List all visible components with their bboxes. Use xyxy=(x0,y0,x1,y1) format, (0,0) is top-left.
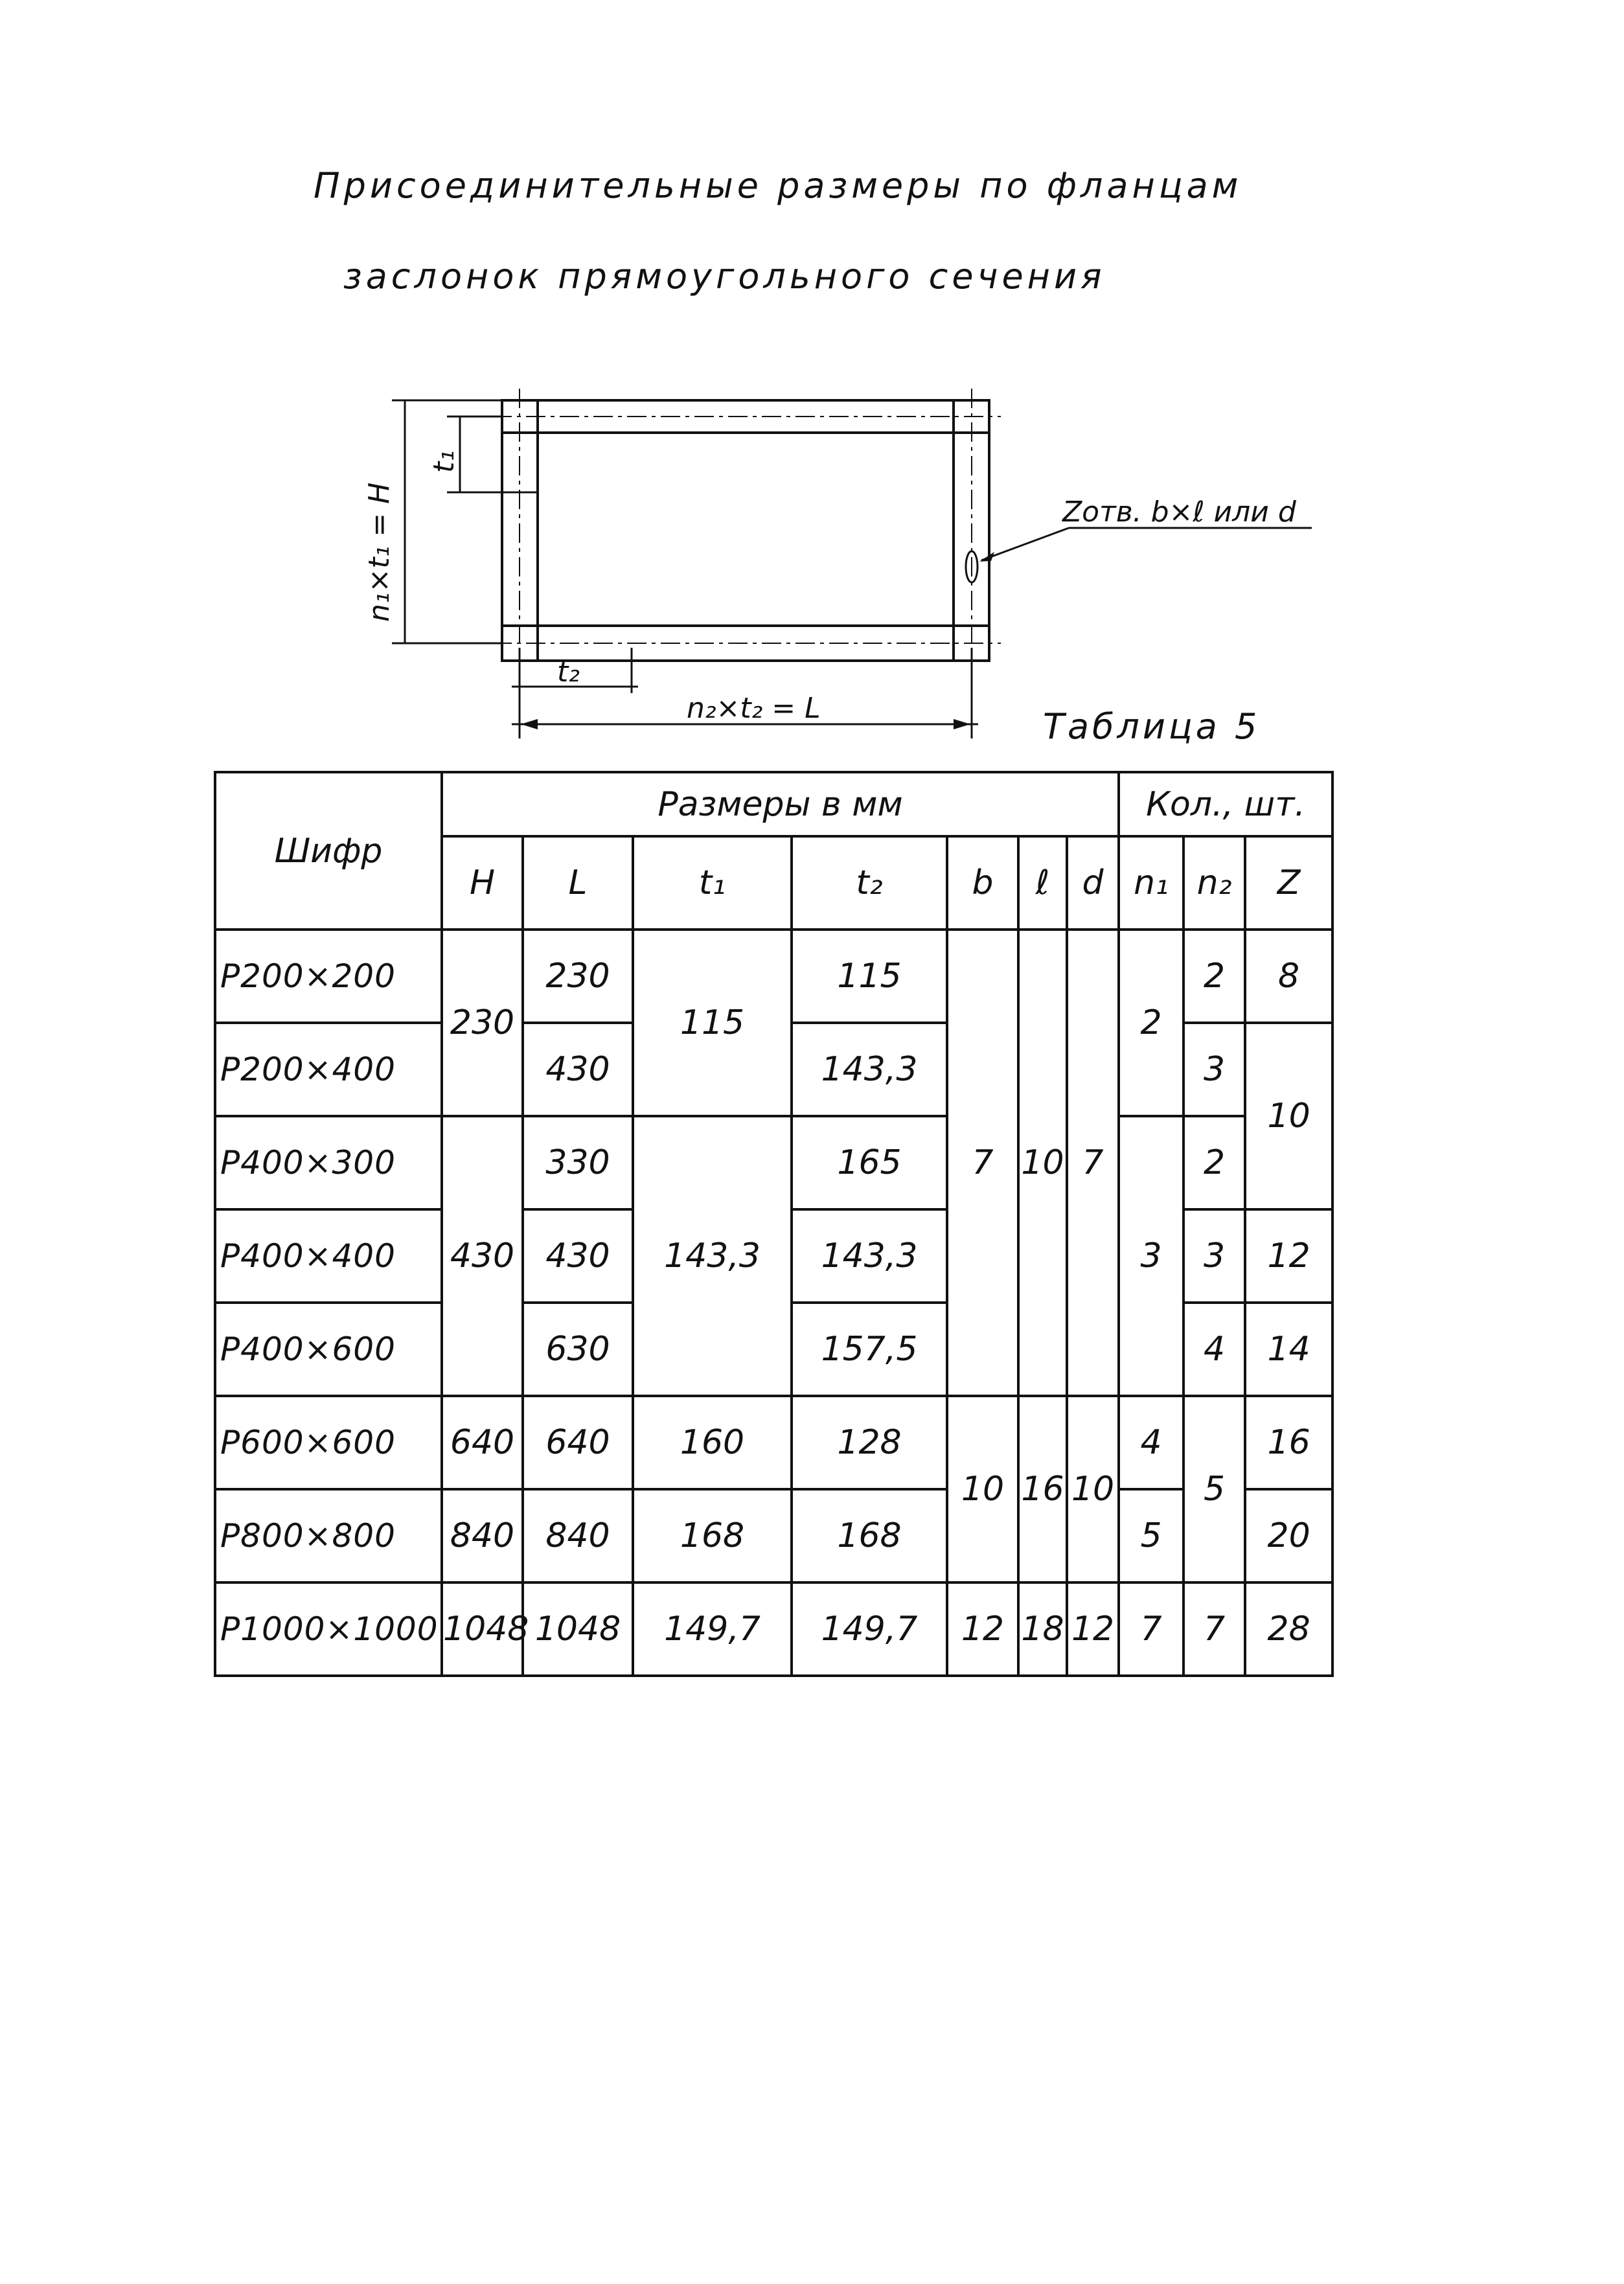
cell-H: 840 xyxy=(442,1489,523,1582)
cell-d: 12 xyxy=(1067,1582,1119,1676)
cell-code: Р600×600 xyxy=(215,1396,442,1489)
cell-n1: 7 xyxy=(1119,1582,1184,1676)
col-b: b xyxy=(947,836,1018,930)
header-code: Шифр xyxy=(215,772,442,930)
flange-drawing xyxy=(0,0,1624,764)
header-sizes: Размеры в мм xyxy=(442,772,1119,836)
table-caption: Таблица 5 xyxy=(1043,706,1261,747)
cell-L: 430 xyxy=(523,1209,633,1303)
cell-t1: 168 xyxy=(633,1489,792,1582)
cell-b: 7 xyxy=(947,930,1018,1396)
cell-n1: 5 xyxy=(1119,1489,1184,1582)
dim-height-label: n₁×t₁ = H xyxy=(363,482,396,622)
cell-t2: 143,3 xyxy=(792,1209,947,1303)
cell-Z: 8 xyxy=(1245,930,1332,1023)
cell-code: Р400×300 xyxy=(215,1116,442,1209)
col-n2: n₂ xyxy=(1184,836,1245,930)
cell-n2: 3 xyxy=(1184,1209,1245,1303)
table-row xyxy=(215,930,1332,1023)
col-t1: t₁ xyxy=(633,836,792,930)
cell-t2: 143,3 xyxy=(792,1023,947,1116)
flange-dimensions-table xyxy=(214,771,1334,1677)
cell-n1: 4 xyxy=(1119,1396,1184,1489)
cell-l: 18 xyxy=(1018,1582,1067,1676)
cell-H: 230 xyxy=(442,930,523,1116)
cell-L: 630 xyxy=(523,1303,633,1396)
cell-t1: 160 xyxy=(633,1396,792,1489)
cell-b: 10 xyxy=(947,1396,1018,1582)
col-Z: Z xyxy=(1245,836,1332,930)
cell-t2: 168 xyxy=(792,1489,947,1582)
col-l: ℓ xyxy=(1018,836,1067,930)
cell-Z: 16 xyxy=(1245,1396,1332,1489)
flange-outer-frame xyxy=(502,400,989,661)
table-row xyxy=(215,1116,1332,1209)
cell-n2: 5 xyxy=(1184,1396,1245,1582)
col-L: L xyxy=(523,836,633,930)
cell-n2: 7 xyxy=(1184,1582,1245,1676)
col-n1: n₁ xyxy=(1119,836,1184,930)
cell-code: Р400×600 xyxy=(215,1303,442,1396)
cell-n2: 3 xyxy=(1184,1023,1245,1116)
cell-t2: 128 xyxy=(792,1396,947,1489)
col-t2: t₂ xyxy=(792,836,947,930)
table-row xyxy=(215,1582,1332,1676)
cell-L: 230 xyxy=(523,930,633,1023)
cell-l: 16 xyxy=(1018,1396,1067,1582)
cell-Z: 10 xyxy=(1245,1023,1332,1209)
cell-Z: 20 xyxy=(1245,1489,1332,1582)
cell-Z: 28 xyxy=(1245,1582,1332,1676)
header-qty: Кол., шт. xyxy=(1119,772,1332,836)
cell-Z: 12 xyxy=(1245,1209,1332,1303)
cell-H: 640 xyxy=(442,1396,523,1489)
cell-t2: 165 xyxy=(792,1116,947,1209)
cell-n2: 2 xyxy=(1184,930,1245,1023)
dim-t1-label: t₁ xyxy=(428,450,461,473)
title-line-1: Присоединительные размеры по фланцам xyxy=(314,165,1242,206)
title-line-2: заслонок прямоугольного сечения xyxy=(343,256,1106,297)
cell-n1: 3 xyxy=(1119,1116,1184,1396)
cell-code: Р400×400 xyxy=(215,1209,442,1303)
cell-d: 7 xyxy=(1067,930,1119,1396)
cell-L: 1048 xyxy=(523,1582,633,1676)
cell-t2: 149,7 xyxy=(792,1582,947,1676)
cell-Z: 14 xyxy=(1245,1303,1332,1396)
cell-H: 1048 xyxy=(442,1582,523,1676)
cell-d: 10 xyxy=(1067,1396,1119,1582)
col-H: H xyxy=(442,836,523,930)
cell-l: 10 xyxy=(1018,930,1067,1396)
cell-L: 640 xyxy=(523,1396,633,1489)
table-row xyxy=(215,1489,1332,1582)
cell-n2: 2 xyxy=(1184,1116,1245,1209)
cell-t2: 115 xyxy=(792,930,947,1023)
cell-code: Р200×200 xyxy=(215,930,442,1023)
dim-length-label: n₂×t₂ = L xyxy=(687,692,821,725)
cell-L: 330 xyxy=(523,1116,633,1209)
table-row xyxy=(215,1396,1332,1489)
cell-t1: 115 xyxy=(633,930,792,1116)
cell-L: 430 xyxy=(523,1023,633,1116)
cell-t1: 143,3 xyxy=(633,1116,792,1396)
hole-callout: Zотв. b×ℓ или d xyxy=(1062,496,1296,529)
cell-n1: 2 xyxy=(1119,930,1184,1116)
cell-t2: 157,5 xyxy=(792,1303,947,1396)
dim-t2-label: t₂ xyxy=(557,656,580,689)
cell-code: Р200×400 xyxy=(215,1023,442,1116)
cell-L: 840 xyxy=(523,1489,633,1582)
cell-t1: 149,7 xyxy=(633,1582,792,1676)
cell-H: 430 xyxy=(442,1116,523,1396)
cell-code: Р1000×1000 xyxy=(215,1582,442,1676)
cell-code: Р800×800 xyxy=(215,1489,442,1582)
col-d: d xyxy=(1067,836,1119,930)
cell-n2: 4 xyxy=(1184,1303,1245,1396)
cell-b: 12 xyxy=(947,1582,1018,1676)
flange-inner-opening xyxy=(538,433,954,626)
